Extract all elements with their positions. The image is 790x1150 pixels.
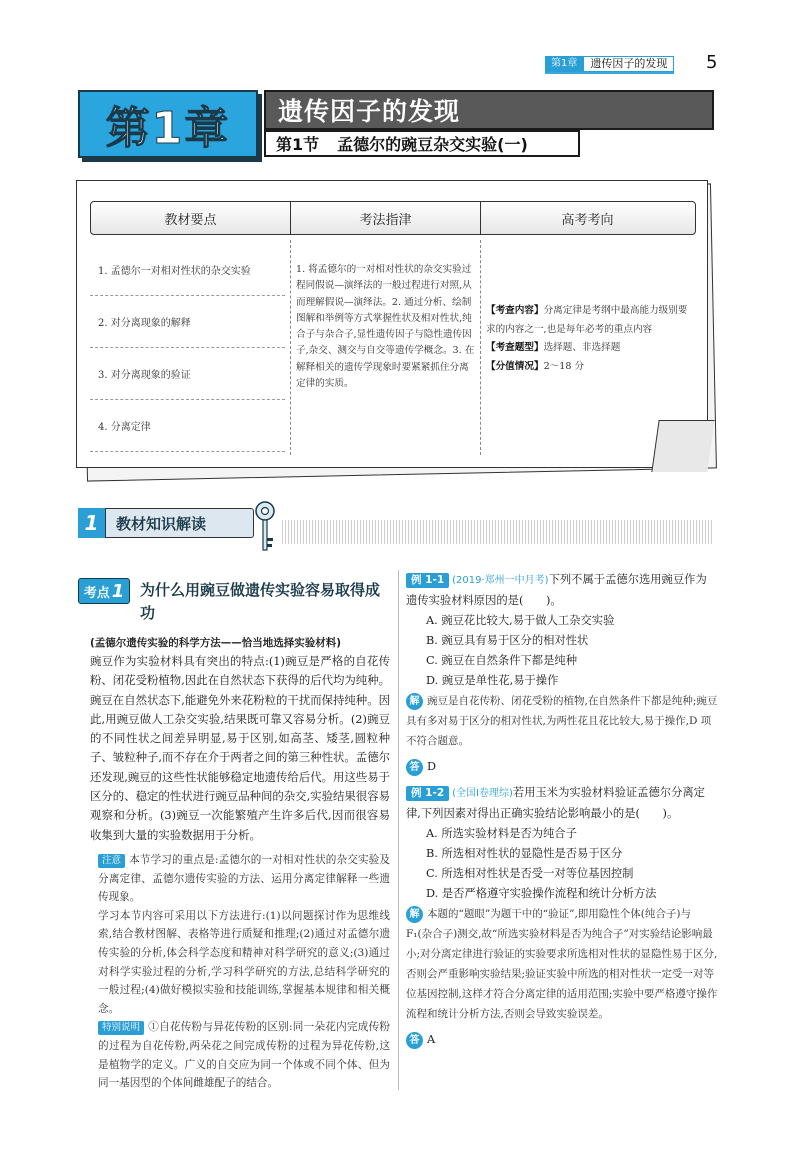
option: B. 豌豆具有易于区分的相对性状: [426, 634, 589, 647]
option: D. 豌豆是单性花,易于操作: [426, 674, 559, 687]
chapter-title: 遗传因子的发现: [278, 97, 461, 126]
section-number: 第1节: [276, 135, 320, 154]
summary-header: [90, 201, 696, 235]
example-question-text: 若用玉米为实验材料验证孟德尔分离定律,下列因素对得出正确实验结论影响最小的是( )。: [406, 786, 705, 820]
kaodian-body: 豌豆作为实验材料具有突出的特点:(1)豌豆是严格的自花传粉、闭花受粉植物,因此在自然状态下获得的后代均为纯种。豌豆在自然状态下,能避免外来花粉粒的干扰而保持纯种。因此,用豌豆做人工杂交实验,结果既可靠又容易分析。(2)豌豆的不同性状之间差异明显,易于区别,如高茎、矮茎,圆粒种子、皱粒种子,而不存在介于两者之间的第三种性状。孟德尔还发现,豌豆的这些性状能够稳定地遗传给后代。用这些易于区分的、稳定的性状进行豌豆品种间的杂交,实验结果很容易观察和分析。(3)豌豆一次能繁殖产生许多后代,因而很容易收集到大量的实验数据用于分析。: [90, 654, 390, 842]
section-title: 孟德尔的豌豆杂交实验(一): [337, 135, 528, 154]
answer: [406, 1030, 718, 1050]
explain-icon: 解: [406, 693, 423, 710]
examples-column: [406, 570, 718, 1050]
trend-type: 选择题、非选择题: [543, 342, 621, 353]
note-label: 注意: [98, 854, 125, 868]
kaodian-tag-number: 1: [111, 580, 125, 602]
example-source: (2019·郑州一中月考): [452, 575, 549, 586]
option: A. 豌豆花比较大,易于做人工杂交实验: [426, 614, 615, 627]
header-methods: 考法指津: [291, 202, 481, 234]
example-source: (全国Ⅰ卷理综): [452, 788, 513, 799]
note-block: [98, 851, 390, 1093]
key-points-list: [90, 244, 285, 452]
kaodian-tag: [78, 578, 130, 604]
option: D. 是否严格遵守实验操作流程和统计分析方法: [426, 887, 657, 900]
note-text: 本节学习的重点是:孟德尔的一对相对性状的杂交实验及分离定律、孟德尔遗传实验的方法、运用分离定律解释一些遗传现象。: [98, 854, 390, 904]
example-question: [406, 783, 718, 824]
example-number: 1-1: [425, 574, 445, 586]
option: A. 所选实验材料是否为纯合子: [426, 827, 577, 840]
column-divider: [290, 240, 291, 455]
trend-score: 2～18 分: [543, 360, 585, 372]
answer: [406, 757, 718, 777]
trend-score-label: 【分值情况】: [486, 360, 544, 372]
key-point-item: 1. 孟德尔一对相对性状的杂交实验: [90, 244, 285, 296]
kaodian-tag-label: 考点: [83, 585, 110, 601]
example-question-text: 下列不属于孟德尔选用豌豆作为遗传实验材料原因的是( )。: [406, 573, 707, 607]
special-text: ①自花传粉与异花传粉的区别:同一朵花内完成传粉的过程为自花传粉,两朵花之间完成传粉的过程为异花传粉,这是植物学的定义。广义的自交应为同一个体或不同个体、但为同一基因型的个体间雌雄配子的结合。: [98, 1021, 390, 1090]
explain-icon: 解: [406, 906, 423, 923]
explanation: [406, 904, 718, 1024]
chapter-label: 第1章: [105, 103, 231, 154]
answer-value: A: [427, 1033, 436, 1046]
answer-icon: 答: [406, 759, 423, 776]
knowledge-number: 1: [78, 508, 106, 538]
column-divider: [480, 240, 481, 455]
exam-trend: [486, 302, 691, 376]
knowledge-banner: [78, 508, 254, 538]
key-point-item: 4. 分离定律: [90, 400, 285, 452]
key-point-item: 3. 对分离现象的验证: [90, 348, 285, 400]
decorative-hatch: [282, 520, 712, 544]
knowledge-title: 教材知识解读: [116, 514, 207, 533]
chapter-title-bar: [264, 90, 714, 130]
explanation-text: 豌豆是自花传粉、闭花受粉的植物,在自然条件下都是纯种;豌豆具有多对易于区分的相对性状,为两性花且花比较大,易于操作,D 项不符合题意。: [406, 695, 718, 747]
option: C. 豌豆在自然条件下都是纯种: [426, 654, 577, 667]
note-text-2: 学习本节内容可采用以下方法进行:(1)以问题探讨作为思维线索,结合教材图解、表格等进行质疑和推理;(2)通过对孟德尔遗传实验的分析,体会科学态度和精神对科学研究的意义;(3)通过对科学实验过程的分析,学习科学研究的方法,总结科学研究的一般过程;(4)做好模拟实验和技能训练,掌握基本规律和相关概念。: [98, 909, 390, 1015]
example-tag: [406, 786, 449, 801]
explanation-text: 本题的“题眼”为题干中的“验证”,即用隐性个体(纯合子)与 F₁(杂合子)测交,故“所选实验材料是否为纯合子”对实验结论影响最小;对分离定律进行验证的实验要求所选相对性状的显隐性易于区分,否则会严重影响实验结果;验证实验中所选的相对性状一定受一对等位基因控制,这样才符合分离定律的适用范围;实验中要严格遵守操作流程和统计分析方法,否则会导致实验误差。: [406, 908, 718, 1020]
methods-text: 1. 将孟德尔的一对相对性状的杂交实验过程同假说—演绎法的一般过程进行对照,从而理解假说—演绎法。2. 通过分析、绘制图解和举例等方式掌握性状及相对性状,纯合子与杂合子,显性遗传因子与隐性遗传因子,杂交、测交与自交等遗传学概念。3. 在解释相关的遗传学现象时要紧紧抓住分离定律的实质。: [296, 264, 475, 390]
header-key-points: 教材要点: [91, 202, 291, 234]
trend-content: 分离定律是考纲中最高能力级别要求的内容之一,也是每年必考的重点内容: [486, 305, 688, 335]
running-header: [545, 56, 674, 74]
example-question: [406, 570, 718, 611]
example-tag-label: 例: [411, 574, 422, 586]
paper-fold-corner: [651, 420, 714, 472]
option: C. 所选相对性状是否受一对等位基因控制: [426, 867, 634, 880]
kaodian-subtitle: (孟德尔遗传实验的科学方法——恰当地选择实验材料): [90, 637, 342, 649]
column-divider: [398, 570, 399, 1090]
example-number: 1-2: [425, 787, 445, 799]
kaodian-title: 为什么用豌豆做遗传实验容易取得成功: [140, 581, 381, 622]
page-number: 5: [706, 52, 718, 73]
explanation: [406, 691, 718, 751]
example-tag: [406, 573, 449, 588]
option: B. 所选相对性状的显隐性是否易于区分: [426, 847, 623, 860]
running-header-title: 遗传因子的发现: [583, 56, 674, 72]
key-point-item: 2. 对分离现象的解释: [90, 296, 285, 348]
header-exam-trend: 高考考向: [561, 212, 614, 228]
special-label: 特别说明: [98, 1021, 144, 1035]
trend-type-label: 【考查题型】: [486, 342, 544, 353]
answer-value: D: [427, 760, 437, 773]
example-tag-label: 例: [411, 787, 422, 799]
key-icon: [252, 500, 278, 556]
section-title-bar: [264, 130, 580, 157]
running-header-chapter: 第1章: [545, 56, 583, 72]
answer-icon: 答: [406, 1032, 423, 1049]
chapter-badge: [78, 90, 258, 158]
trend-content-label: 【考查内容】: [486, 305, 544, 316]
